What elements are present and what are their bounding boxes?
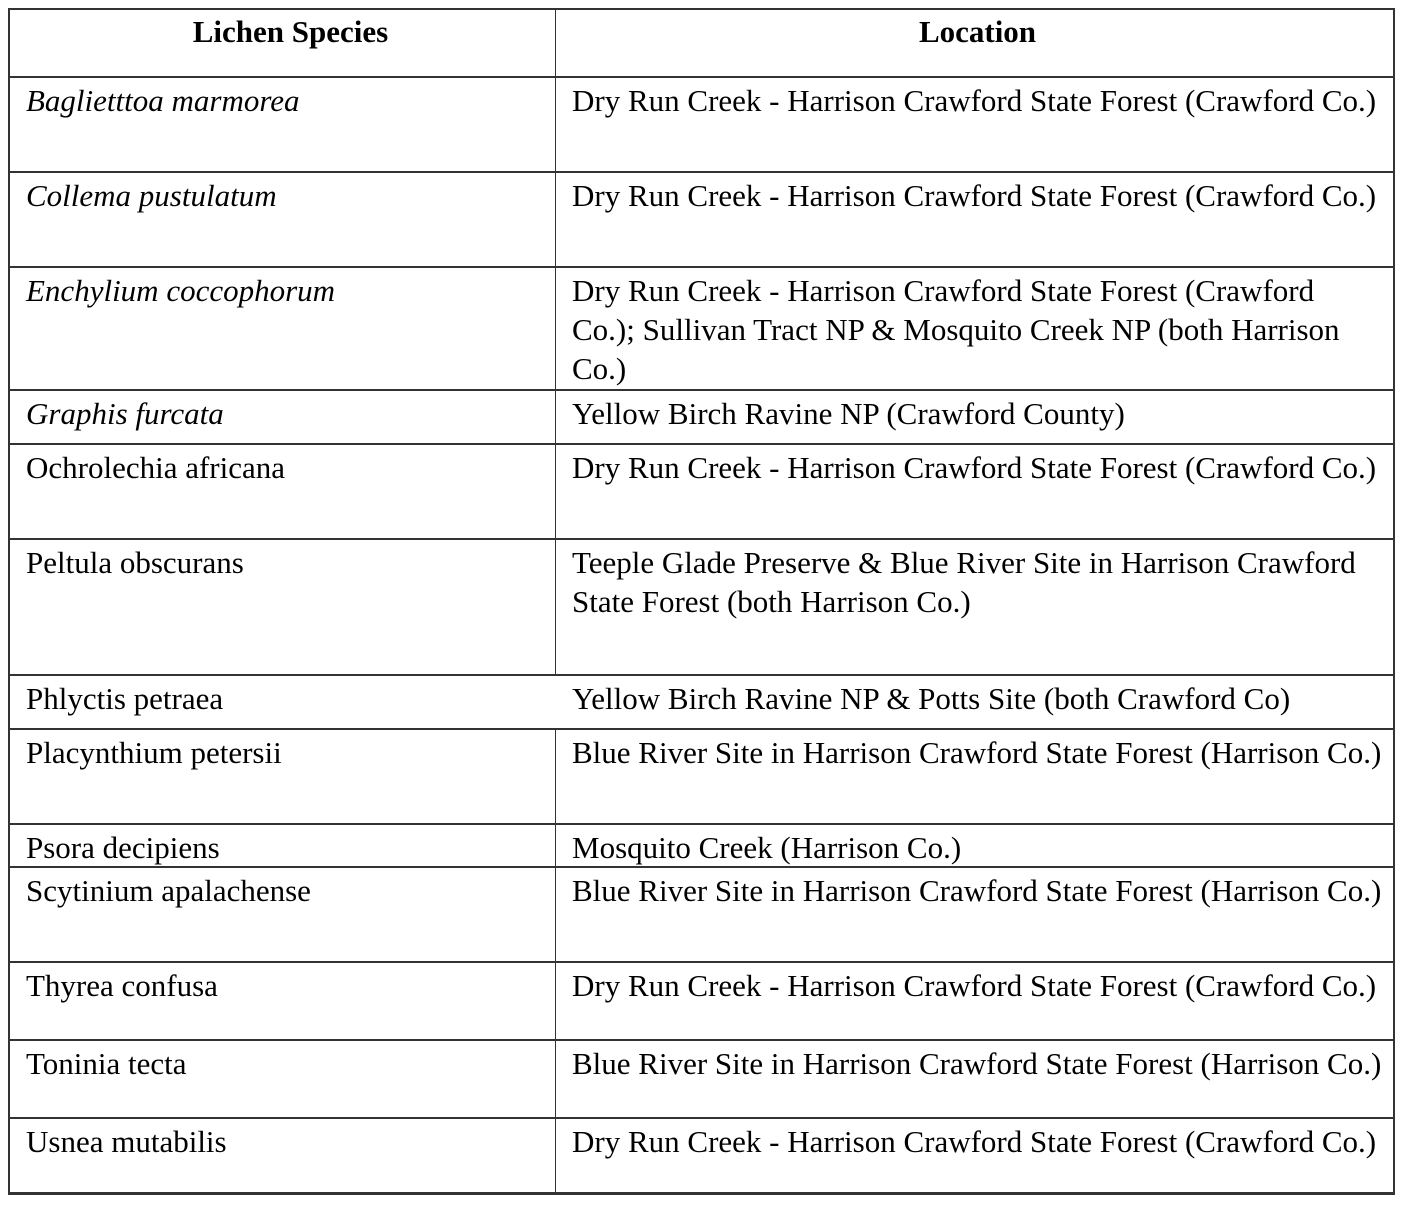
table-row [8,76,1395,171]
location-cell: Dry Run Creek - Harrison Crawford State Forest (Crawford Co.) [555,78,1395,171]
species-cell: Graphis furcata [8,391,555,443]
location-cell: Dry Run Creek - Harrison Crawford State Forest (Crawford Co.) [555,173,1395,266]
location-cell: Teeple Glade Preserve & Blue River Site in Harrison Crawford State Forest (both Harrison Co.) [555,540,1395,674]
location-cell: Blue River Site in Harrison Crawford State Forest (Harrison Co.) [555,1041,1395,1117]
species-cell: Thyrea confusa [8,963,555,1039]
location-cell: Dry Run Creek - Harrison Crawford State Forest (Crawford Co.) [555,445,1395,538]
location-cell: Yellow Birch Ravine NP & Potts Site (both Crawford Co) [555,676,1395,728]
species-cell: Baglietttoa marmorea [8,78,555,171]
species-cell: Phlyctis petraea [8,676,555,728]
header-location: Location [555,10,1395,76]
location-cell: Blue River Site in Harrison Crawford State Forest (Harrison Co.) [555,868,1395,961]
table-row [8,266,1395,389]
table-row [8,538,1395,674]
location-cell: Dry Run Creek - Harrison Crawford State Forest (Crawford Co.) [555,1119,1395,1192]
table-row [8,171,1395,266]
table-row [8,728,1395,823]
lichen-location-table [8,8,1395,1195]
header-species: Lichen Species [8,10,555,76]
table-row [8,1039,1395,1117]
table-row [8,866,1395,961]
species-cell: Enchylium coccophorum [8,268,555,389]
table-header-row [8,8,1395,76]
table-row [8,389,1395,443]
table-row [8,823,1395,866]
location-cell: Mosquito Creek (Harrison Co.) [555,825,1395,866]
table-row [8,961,1395,1039]
species-cell: Psora decipiens [8,825,555,866]
species-cell: Ochrolechia africana [8,445,555,538]
location-cell: Dry Run Creek - Harrison Crawford State Forest (Crawford Co.); Sullivan Tract NP & Mosquito Creek NP (both Harrison Co.) [555,268,1395,389]
location-cell: Yellow Birch Ravine NP (Crawford County) [555,391,1395,443]
species-cell: Peltula obscurans [8,540,555,674]
location-cell: Blue River Site in Harrison Crawford State Forest (Harrison Co.) [555,730,1395,823]
species-cell: Usnea mutabilis [8,1119,555,1192]
species-cell: Scytinium apalachense [8,868,555,961]
location-cell: Dry Run Creek - Harrison Crawford State Forest (Crawford Co.) [555,963,1395,1039]
table-row [8,443,1395,538]
table-row [8,674,1395,728]
species-cell: Placynthium petersii [8,730,555,823]
species-cell: Collema pustulatum [8,173,555,266]
species-cell: Toninia tecta [8,1041,555,1117]
table-row [8,1117,1395,1195]
